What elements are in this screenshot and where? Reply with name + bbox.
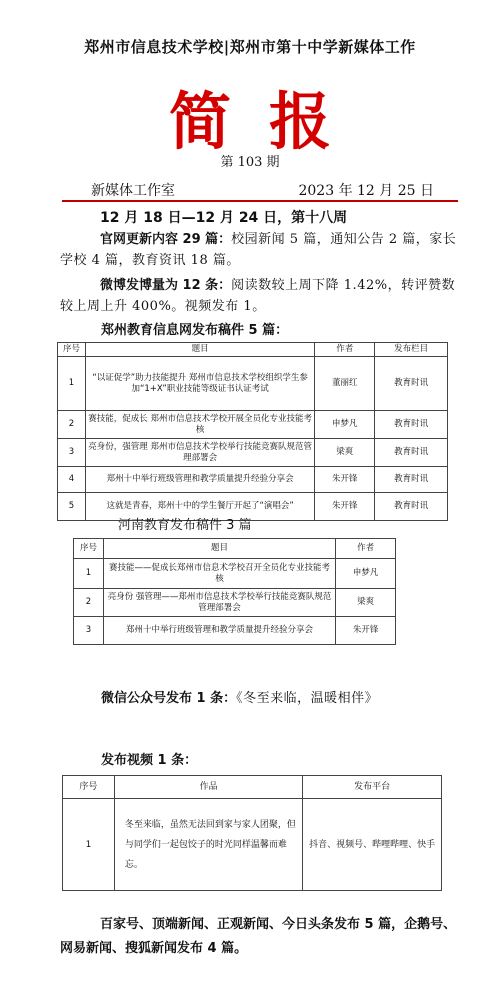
- video-section-title: 发布视频 1 条：: [101, 753, 198, 768]
- wechat-summary: [101, 688, 500, 710]
- row-column: 教育时讯: [375, 357, 448, 411]
- platforms-summary: 百家号、顶端新闻、正观新闻、今日头条发布 5 篇，企鹅号、网易新闻、搜狐新闻发布 4 篇。: [60, 917, 457, 956]
- col-header: 作者: [336, 539, 396, 559]
- col-header: 题目: [85, 343, 314, 357]
- schools-header: 郑州市信息技术学校|郑州市第十中学新媒体工作: [84, 38, 416, 56]
- col-header: 发布栏目: [375, 343, 448, 357]
- weibo-lead: 微博发博量为 12 条：: [100, 278, 232, 293]
- wechat-lead: 微信公众号发布 1 条：: [101, 691, 237, 706]
- table-header-row: [58, 343, 448, 357]
- row-index: 2: [58, 411, 86, 439]
- row-index: 3: [74, 617, 104, 645]
- col-header: 序号: [63, 776, 115, 799]
- table-header-row: [74, 539, 396, 559]
- row-index: 1: [58, 357, 86, 411]
- row-title: 赛技能——促成长郑州市信息术学校召开全员化专业技能考核: [103, 559, 335, 589]
- website-summary: [60, 229, 460, 271]
- col-header: 作者: [315, 343, 375, 357]
- row-title: 郑州十中举行班级管理和教学质量提升经验分享会: [85, 467, 314, 493]
- row-author: 梁爽: [315, 439, 375, 467]
- table-row: [58, 411, 448, 439]
- table-row: [74, 559, 396, 589]
- week-range: 12 月 18 日—12 月 24 日，第十八周: [100, 210, 348, 226]
- row-index: 5: [58, 493, 86, 521]
- col-header: 作品: [114, 776, 302, 799]
- office-name: 新媒体工作室: [91, 183, 175, 199]
- zz-table: [57, 342, 448, 521]
- zz-section-title: 郑州教育信息网发布稿件 5 篇：: [101, 323, 289, 338]
- col-header: 发布平台: [303, 776, 442, 799]
- video-table: [62, 775, 442, 891]
- row-column: 教育时讯: [375, 467, 448, 493]
- row-platforms: 抖音、视频号、哔哩哔哩、快手: [303, 799, 442, 891]
- row-author: 朱开锋: [315, 467, 375, 493]
- row-author: 申梦凡: [315, 411, 375, 439]
- weibo-summary: [60, 275, 460, 317]
- table-row: [74, 589, 396, 617]
- table-row: [63, 799, 442, 891]
- hn-table: [73, 538, 396, 645]
- weibo-rest: 阅读数较上周下降 1.42%，转评赞数较上周上升 400%。视频发布 1。: [60, 278, 456, 314]
- row-author: 朱开锋: [315, 493, 375, 521]
- table-row: [58, 467, 448, 493]
- hn-section-title: 河南教育发布稿件 3 篇: [118, 518, 252, 533]
- row-author: 董丽红: [315, 357, 375, 411]
- issue-date: 2023 年 12 月 25 日: [298, 183, 434, 199]
- row-title: 亮身份 强管理——郑州市信息技术学校举行技能竞赛队规范管理部署会: [103, 589, 335, 617]
- wechat-rest: 《冬至来临，温暖相伴》: [236, 691, 379, 706]
- row-title: 这就是青春，郑州十中的学生餐厅开起了“演唱会”: [85, 493, 314, 521]
- row-work: 冬至来临，虽然无法回到家与家人团聚，但与同学们一起包饺子的时光同样温馨而难忘。: [114, 799, 302, 891]
- table-row: [58, 357, 448, 411]
- row-column: 教育时讯: [375, 439, 448, 467]
- row-title: “以证促学”助力技能提升 郑州市信息技术学校组织学生参加“1+X”职业技能等级证书认证考试: [85, 357, 314, 411]
- row-index: 3: [58, 439, 86, 467]
- row-column: 教育时讯: [375, 411, 448, 439]
- issue-number: 第 103 期: [220, 155, 280, 170]
- row-index: 4: [58, 467, 86, 493]
- table-row: [58, 439, 448, 467]
- row-title: 亮身份，强管理 郑州市信息技术学校举行技能竞赛队规范管理部署会: [85, 439, 314, 467]
- website-lead: 官网更新内容 29 篇：: [100, 232, 232, 247]
- row-column: 教育时讯: [375, 493, 448, 521]
- masthead-title: 简报: [168, 85, 369, 158]
- table-header-row: [63, 776, 442, 799]
- col-header: 序号: [58, 343, 86, 357]
- col-header: 题目: [103, 539, 335, 559]
- col-header: 序号: [74, 539, 104, 559]
- row-author: 梁爽: [336, 589, 396, 617]
- row-title: 郑州十中举行班级管理和教学质量提升经验分享会: [103, 617, 335, 645]
- row-author: 申梦凡: [336, 559, 396, 589]
- website-rest: 校园新闻 5 篇，通知公告 2 篇，家长学校 4 篇，教育资讯 18 篇。: [60, 232, 457, 268]
- table-row: [74, 617, 396, 645]
- row-index: 1: [63, 799, 115, 891]
- row-author: 朱开锋: [336, 617, 396, 645]
- row-index: 1: [74, 559, 104, 589]
- row-title: 赛技能，促成长 郑州市信息技术学校开展全员化专业技能考核: [85, 411, 314, 439]
- header-divider: [62, 200, 458, 202]
- row-index: 2: [74, 589, 104, 617]
